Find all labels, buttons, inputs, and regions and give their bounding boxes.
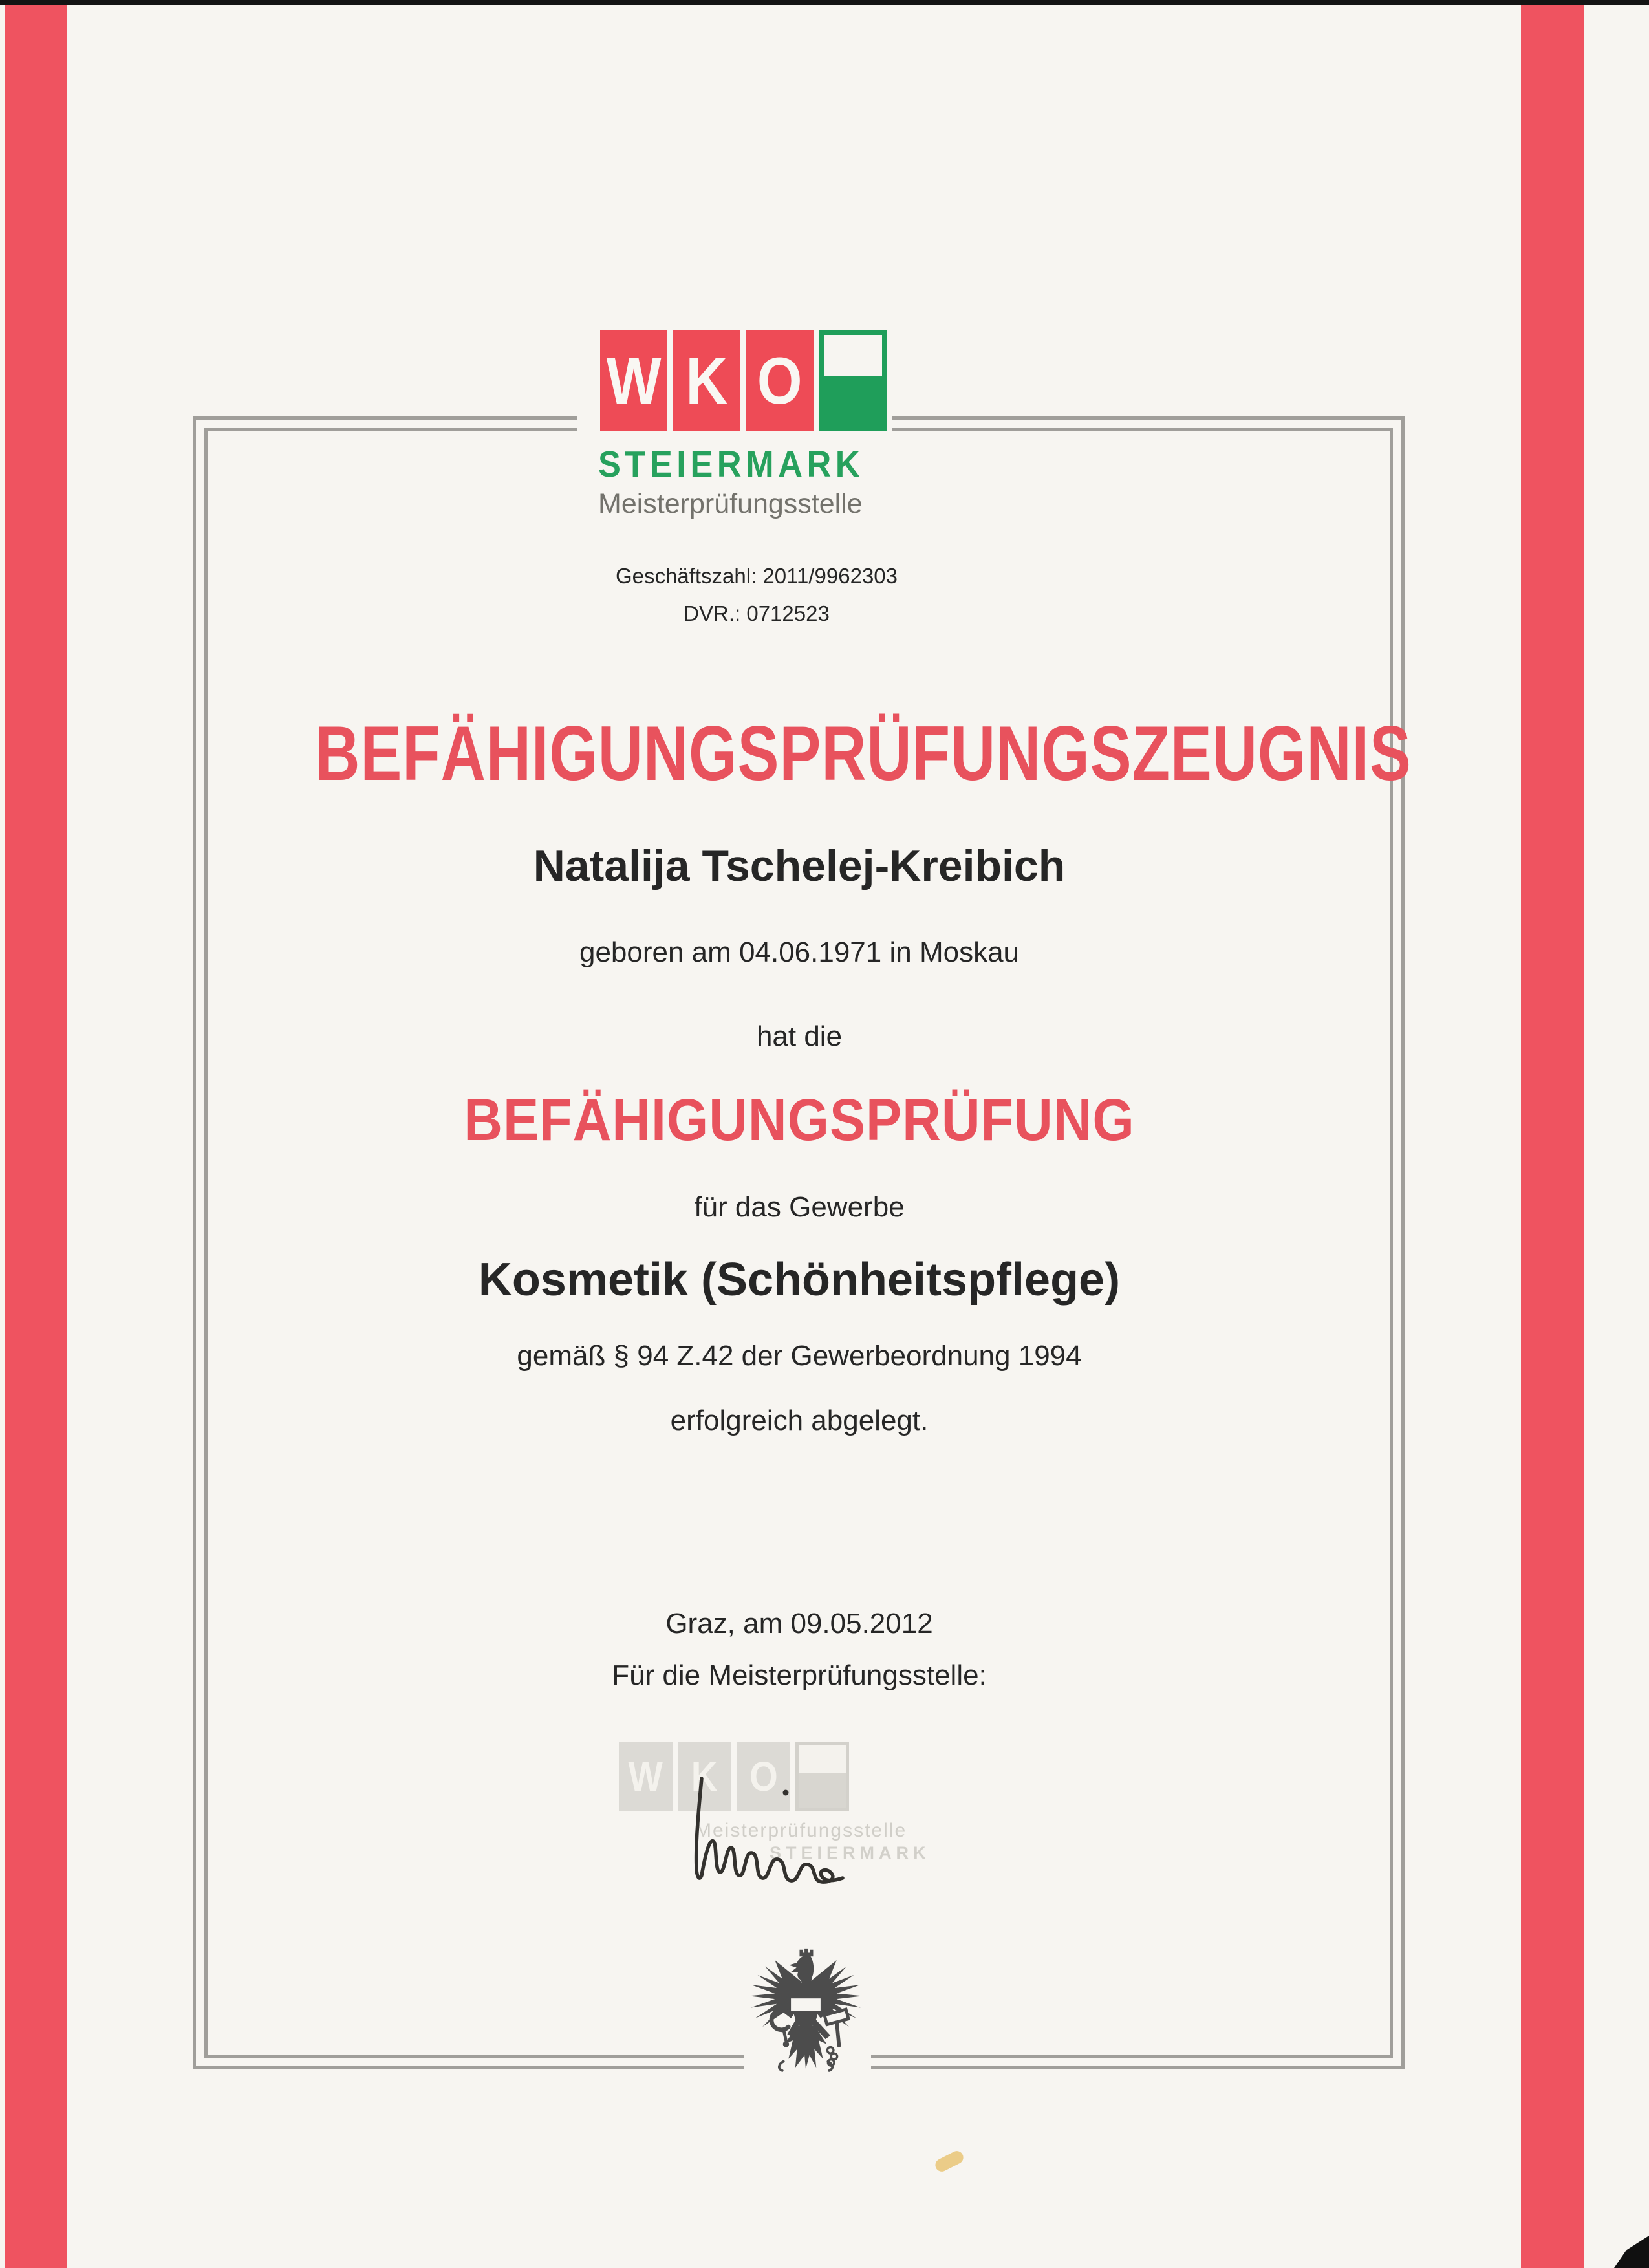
dvr-line: DVR.: 0712523 [684, 601, 830, 625]
wko-letter-w: W [606, 344, 662, 418]
scan-corner-artifact [1614, 2236, 1649, 2268]
recipient-name: Natalija Tschelej-Kreibich [533, 841, 1066, 891]
connector-text: hat die [756, 1021, 843, 1052]
result-text: erfolgreich abgelegt. [670, 1405, 929, 1436]
scan-edge-strip [0, 0, 1649, 5]
eagle-shield-band [791, 1998, 821, 2011]
steiermark-flag-icon [819, 330, 887, 431]
issuer-office: Meisterprüfungsstelle [598, 488, 863, 519]
recipient-birth-line: geboren am 04.06.1971 in Moskau [579, 936, 1020, 968]
wko-letter-o: O [757, 344, 803, 418]
exam-name: BEFÄHIGUNGSPRÜFUNG [464, 1087, 1135, 1153]
austrian-eagle-emblem [744, 1947, 868, 2082]
wko-logo-tile-k [673, 330, 740, 431]
stamp-letter-o: O [749, 1753, 778, 1800]
signature-ink-dot [783, 1790, 789, 1796]
wko-logo [600, 330, 887, 431]
trade-name: Kosmetik (Schönheitspflege) [478, 1254, 1121, 1306]
place-date-line: Graz, am 09.05.2012 [665, 1608, 933, 1639]
signature-scribble [656, 1767, 863, 1899]
signature-intro-line: Für die Meisterprüfungsstelle: [612, 1659, 987, 1691]
issuer-region: STEIERMARK [598, 444, 865, 485]
case-number-line: Geschäftszahl: 2011/9962303 [615, 564, 898, 588]
wko-logo-tile-w [600, 330, 667, 431]
wko-letter-k: K [685, 344, 728, 418]
certificate-title: BEFÄHIGUNGSPRÜFUNGSZEUGNIS [315, 710, 1412, 797]
stamp-letter-w: W [628, 1753, 663, 1800]
legal-basis-text: gemäß § 94 Z.42 der Gewerbeordnung 1994 [517, 1340, 1082, 1372]
right-red-band [1521, 5, 1584, 2268]
left-red-band [5, 5, 67, 2268]
stamp-letter-k: K [691, 1753, 718, 1800]
trade-intro-text: für das Gewerbe [694, 1191, 905, 1223]
yellow-smudge-mark [933, 2149, 965, 2174]
stamp-office-text: Meisterprüfungsstelle [695, 1820, 907, 1841]
stamp-region-text: STEIERMARK [770, 1843, 931, 1863]
wko-logo-tile-o [746, 330, 814, 431]
